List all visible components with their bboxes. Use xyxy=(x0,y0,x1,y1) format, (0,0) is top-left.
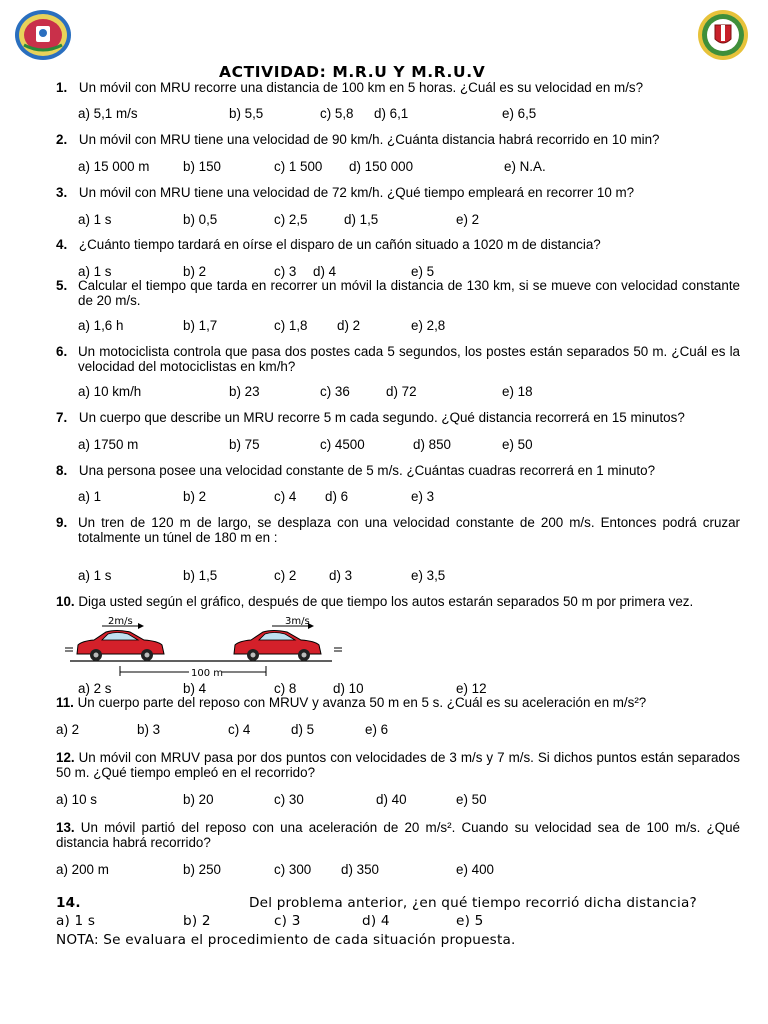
option[interactable]: b) 2 xyxy=(183,913,211,929)
question-9 xyxy=(56,515,740,545)
option[interactable]: d) 10 xyxy=(333,681,364,696)
option[interactable]: e) 6 xyxy=(365,722,389,737)
question-number: 3. xyxy=(56,185,68,200)
question-text: Del problema anterior, ¿en qué tiempo recorrió dicha distancia? xyxy=(249,895,697,911)
option[interactable]: d) 3 xyxy=(329,568,353,583)
velocity-label-right: 3m/s xyxy=(285,616,310,627)
option[interactable]: d) 72 xyxy=(386,384,417,399)
option[interactable]: a) 1 s xyxy=(78,568,112,583)
car-left xyxy=(77,631,164,662)
option[interactable]: d) 6 xyxy=(325,489,349,504)
option[interactable]: d) 1,5 xyxy=(344,212,379,227)
option[interactable]: c) 3 xyxy=(274,913,301,929)
question-2 xyxy=(56,132,659,147)
question-number: 1. xyxy=(56,80,68,95)
option[interactable]: b) 5,5 xyxy=(229,106,264,121)
question-text: Un tren de 120 m de largo, se desplaza con una velocidad constante de 200 m/s. Entonces podrá cruzar totalmente un túnel de 180 m en : xyxy=(78,515,740,545)
question-text: Un móvil con MRU recorre una distancia de 100 km en 5 horas. ¿Cuál es su velocidad en m/s? xyxy=(78,80,644,95)
question-text: Un móvil partió del reposo con una aceleración de 20 m/s². Cuando su velocidad sea de 100 m/s. ¿Qué distancia habrá recorrido? xyxy=(56,820,740,850)
question-12 xyxy=(56,750,740,780)
question-number: 6. xyxy=(56,344,68,359)
question-4 xyxy=(56,237,601,252)
option[interactable]: a) 5,1 m/s xyxy=(78,106,138,121)
option[interactable]: b) 3 xyxy=(137,722,161,737)
evaluation-note: NOTA: Se evaluara el procedimiento de cada situación propuesta. xyxy=(56,932,516,948)
option[interactable]: c) 4500 xyxy=(320,437,365,452)
question-6 xyxy=(56,344,740,374)
option[interactable]: d) 6,1 xyxy=(374,106,409,121)
question-number: 7. xyxy=(56,410,68,425)
option[interactable]: e) 12 xyxy=(456,681,487,696)
option[interactable]: d) 40 xyxy=(376,792,407,807)
question-number: 4. xyxy=(56,237,68,252)
question-1 xyxy=(56,80,746,95)
option[interactable]: c) 2,5 xyxy=(274,212,308,227)
page-title: ACTIVIDAD: M.R.U Y M.R.U.V xyxy=(219,63,486,81)
option[interactable]: b) 2 xyxy=(183,264,207,279)
option[interactable]: c) 4 xyxy=(228,722,251,737)
question-number: 14. xyxy=(56,895,81,911)
option[interactable]: e) N.A. xyxy=(504,159,546,174)
option[interactable]: e) 3 xyxy=(411,489,435,504)
distance-label: 100 m xyxy=(191,668,224,679)
velocity-label-left: 2m/s xyxy=(108,616,133,627)
option[interactable]: a) 10 s xyxy=(56,792,97,807)
question-text: Una persona posee una velocidad constante de 5 m/s. ¿Cuántas cuadras recorrerá en 1 minuto? xyxy=(78,463,656,478)
option[interactable]: d) 350 xyxy=(341,862,379,877)
question-13 xyxy=(56,820,740,850)
option[interactable]: e) 50 xyxy=(502,437,533,452)
option[interactable]: e) 5 xyxy=(456,913,484,929)
question-number: 9. xyxy=(56,515,68,530)
question-7 xyxy=(56,410,685,425)
option[interactable]: e) 18 xyxy=(502,384,533,399)
option[interactable]: e) 2 xyxy=(456,212,480,227)
question-text: Un móvil con MRU tiene una velocidad de 72 km/h. ¿Qué tiempo empleará en recorrer 10 m? xyxy=(78,185,635,200)
question-text: ¿Cuánto tiempo tardará en oírse el disparo de un cañón situado a 1020 m de distancia? xyxy=(78,237,601,252)
question-3 xyxy=(56,185,634,200)
option[interactable]: c) 3 xyxy=(274,264,297,279)
option[interactable]: a) 1 xyxy=(78,489,102,504)
option[interactable]: a) 2 xyxy=(56,722,80,737)
question-number: 5. xyxy=(56,278,68,293)
option[interactable]: c) 1 500 xyxy=(274,159,323,174)
option[interactable]: e) 6,5 xyxy=(502,106,537,121)
peru-coat-of-arms-right xyxy=(697,9,749,61)
question-text: Un cuerpo parte del reposo con MRUV y avanza 50 m en 5 s. ¿Cuál es su aceleración en m/s²? xyxy=(73,695,647,710)
option[interactable]: c) 30 xyxy=(274,792,304,807)
question-text: Diga usted según el gráfico, después de que tiempo los autos estarán separados 50 m por primera vez. xyxy=(74,594,694,609)
question-number: 2. xyxy=(56,132,68,147)
option[interactable]: e) 400 xyxy=(456,862,494,877)
option[interactable]: c) 300 xyxy=(274,862,312,877)
option[interactable]: b) 0,5 xyxy=(183,212,218,227)
option[interactable]: b) 1,7 xyxy=(183,318,218,333)
option[interactable]: a) 1,6 h xyxy=(78,318,124,333)
option[interactable]: a) 1 s xyxy=(56,913,96,929)
option[interactable]: a) 2 s xyxy=(78,681,112,696)
question-text: Un móvil con MRUV pasa por dos puntos con velocidades de 3 m/s y 7 m/s. Si dichos puntos están separados 50 m. ¿Qué tiempo empleó en el recorrido? xyxy=(56,750,740,780)
option[interactable]: a) 15 000 m xyxy=(78,159,150,174)
car-right xyxy=(234,631,321,662)
option[interactable]: b) 1,5 xyxy=(183,568,218,583)
option[interactable]: d) 150 000 xyxy=(349,159,414,174)
question-number: 8. xyxy=(56,463,68,478)
question-text: Un cuerpo que describe un MRU recorre 5 m cada segundo. ¿Qué distancia recorrerá en 15 minutos? xyxy=(78,410,685,425)
option[interactable]: b) 2 xyxy=(183,489,207,504)
school-logo-left xyxy=(14,9,72,61)
option[interactable]: a) 10 km/h xyxy=(78,384,142,399)
option[interactable]: d) 4 xyxy=(313,264,337,279)
question-text: Un móvil con MRU tiene una velocidad de 90 km/h. ¿Cuánta distancia habrá recorrido en 10 min? xyxy=(78,132,660,147)
question-11 xyxy=(56,695,646,710)
option[interactable]: c) 2 xyxy=(274,568,297,583)
question-8 xyxy=(56,463,655,478)
option[interactable]: b) 75 xyxy=(229,437,260,452)
option[interactable]: c) 8 xyxy=(274,681,297,696)
option[interactable]: c) 4 xyxy=(274,489,297,504)
question-number: 13. xyxy=(56,820,75,835)
question-number: 10. xyxy=(56,594,75,609)
option[interactable]: b) 4 xyxy=(183,681,207,696)
option[interactable]: c) 1,8 xyxy=(274,318,308,333)
option[interactable]: b) 150 xyxy=(183,159,221,174)
option[interactable]: c) 5,8 xyxy=(320,106,354,121)
option[interactable]: a) 1 s xyxy=(78,212,112,227)
option[interactable]: b) 20 xyxy=(183,792,214,807)
option[interactable]: d) 850 xyxy=(413,437,451,452)
option[interactable]: d) 2 xyxy=(337,318,361,333)
question-text: Un motociclista controla que pasa dos postes cada 5 segundos, los postes están separados 50 m. ¿Cuál es la velocidad del motociclistas en km/h? xyxy=(78,344,740,374)
question-text: Calcular el tiempo que tarda en recorrer un móvil la distancia de 130 km, si se mueve con velocidad constante de 20 m/s. xyxy=(78,278,740,308)
question-number: 11. xyxy=(56,695,74,710)
option[interactable]: e) 5 xyxy=(411,264,435,279)
option[interactable]: a) 200 m xyxy=(56,862,109,877)
question-10 xyxy=(56,594,693,609)
option[interactable]: c) 36 xyxy=(320,384,350,399)
option[interactable]: a) 1 s xyxy=(78,264,112,279)
option[interactable]: e) 50 xyxy=(456,792,487,807)
option[interactable]: b) 23 xyxy=(229,384,260,399)
option[interactable]: e) 2,8 xyxy=(411,318,446,333)
option[interactable]: d) 4 xyxy=(362,913,390,929)
question-5 xyxy=(56,278,740,308)
option[interactable]: e) 3,5 xyxy=(411,568,446,583)
question-number: 12. xyxy=(56,750,75,765)
option[interactable]: b) 250 xyxy=(183,862,221,877)
option[interactable]: d) 5 xyxy=(291,722,315,737)
option[interactable]: a) 1750 m xyxy=(78,437,139,452)
two-cars-figure xyxy=(62,614,352,680)
